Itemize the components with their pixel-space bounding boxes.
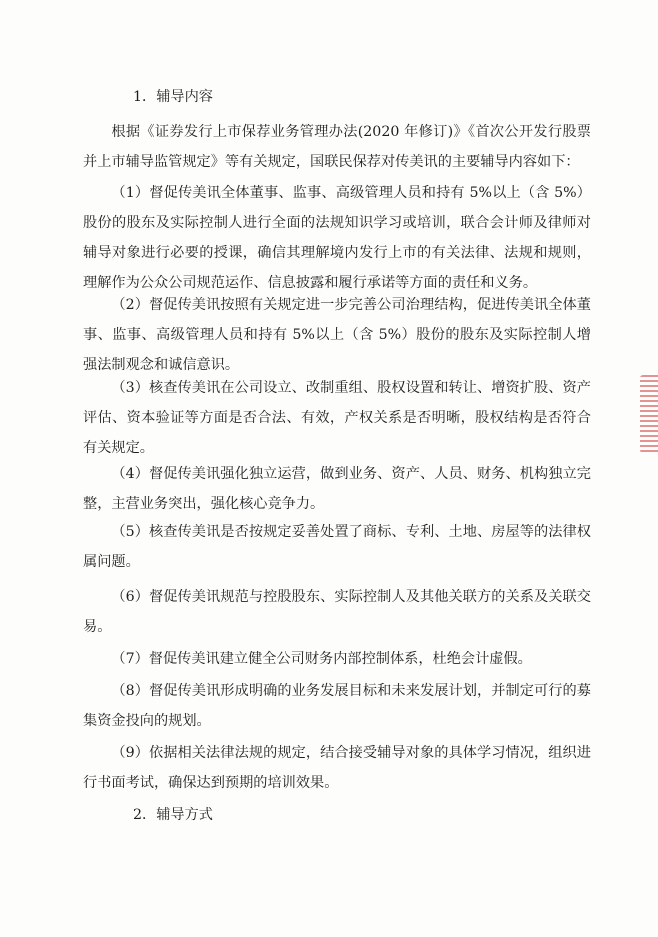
item-8-paragraph: （8）督促传美讯形成明确的业务发展目标和未来发展计划，并制定可行的募集资金投向的规划。 xyxy=(83,683,591,729)
item-5-paragraph: （5）核查传美讯是否按规定妥善处置了商标、专利、土地、房屋等的法律权属问题。 xyxy=(83,524,591,570)
section-heading-2: 2．辅导方式 xyxy=(133,807,213,823)
item-9-paragraph: （9）依据相关法律法规的规定，结合接受辅导对象的具体学习情况，组织进行书面考试，确保达到预期的培训效果。 xyxy=(83,745,591,791)
item-6-paragraph: （6）督促传美讯规范与控股股东、实际控制人及其他关联方的关系及关联交易。 xyxy=(83,589,591,635)
seal-stamp-edge xyxy=(640,375,658,453)
item-2-paragraph: （2）督促传美讯按照有关规定进一步完善公司治理结构，促进传美讯全体董事、监事、高级管理人员和持有 5%以上（含 5%）股份的股东及实际控制人增强法制观念和诚信意识。 xyxy=(83,297,591,373)
intro-paragraph: 根据《证券发行上市保荐业务管理办法(2020 年修订)》《首次公开发行股票并上市辅导监管规定》等有关规定，国联民保荐对传美讯的主要辅导内容如下： xyxy=(83,124,591,170)
item-3-paragraph: （3）核查传美讯在公司设立、改制重组、股权设置和转让、增资扩股、资产评估、资本验证等方面是否合法、有效，产权关系是否明晰，股权结构是否符合有关规定。 xyxy=(83,380,591,456)
item-4-paragraph: （4）督促传美讯强化独立运营，做到业务、资产、人员、财务、机构独立完整，主营业务突出，强化核心竞争力。 xyxy=(83,466,591,512)
section-heading-1: 1．辅导内容 xyxy=(133,89,213,105)
item-1-paragraph: （1）督促传美讯全体董事、监事、高级管理人员和持有 5%以上（含 5%）股份的股东及实际控制人进行全面的法规知识学习或培训，联合会计师及律师对辅导对象进行必要的授课，确信其理解境内发行上市的有关法律、法规和规则，理解作为公众公司规范运作、信息披露和履行承诺等方面的责任和义务。 xyxy=(83,185,591,291)
item-7-paragraph: （7）督促传美讯建立健全公司财务内部控制体系，杜绝会计虚假。 xyxy=(111,651,532,667)
